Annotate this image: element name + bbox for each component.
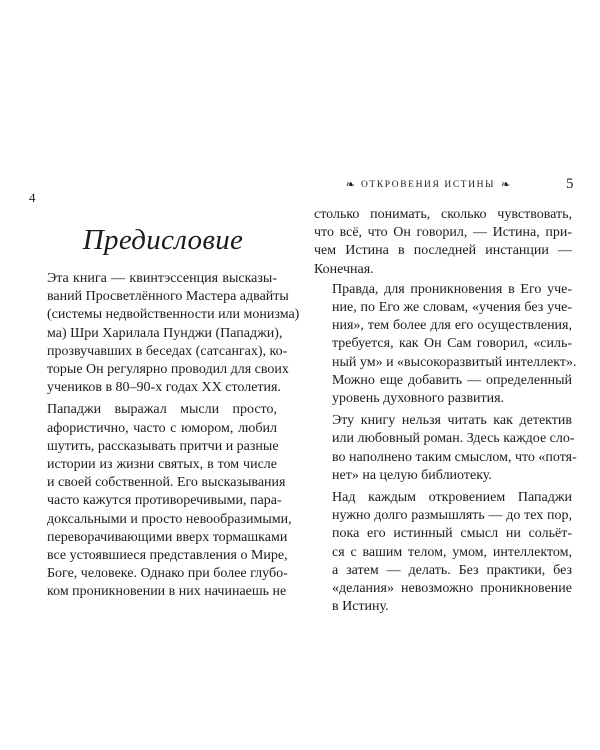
fleuron-left-icon: ❧: [345, 179, 355, 191]
text-line: торые Он регулярно проводил для своих: [47, 362, 289, 378]
left-paragraph-2: [29, 401, 292, 601]
right-page: [300, 0, 600, 750]
text-line: Над каждым откровением Пападжи: [332, 490, 572, 506]
text-line: а затем — делать. Без практики, без: [332, 562, 572, 578]
right-paragraph-2: [314, 281, 577, 408]
left-body-text: [29, 270, 300, 602]
text-line: ся с вашим телом, умом, интеллектом,: [332, 544, 572, 560]
text-line: столько понимать, сколько чувствовать,: [314, 207, 572, 222]
text-line: и своей собственной. Его высказывания: [47, 475, 286, 491]
text-line: пока его истинный смысл ни сольёт-: [332, 526, 572, 542]
text-line: Пападжи выражал мысли просто,: [47, 402, 277, 418]
text-line: нет» на целую библиотеку.: [332, 467, 492, 483]
right-page-number: 5: [566, 176, 574, 192]
text-line: ный ум» и «высокоразвитый интеллект».: [332, 354, 577, 370]
text-line: «делания» невозможно проникновение: [332, 581, 572, 597]
text-line: или любовный роман. Здесь каждое сло-: [332, 431, 575, 447]
right-paragraph-1: [314, 206, 572, 279]
text-line: доксальными и просто невообразимыми,: [47, 511, 292, 527]
left-paragraph-1: [29, 270, 300, 397]
text-line: афористично, часто с юмором, любил: [47, 420, 277, 436]
text-line: часто кажутся противоречивыми, пара-: [47, 493, 282, 509]
text-line: все устоявшиеся представления о Мире,: [47, 548, 288, 564]
text-line: Боге, человеке. Однако при более глубо-: [47, 566, 288, 582]
right-paragraph-3: [314, 412, 577, 485]
text-line: ваний Просветлённого Мастера адвайты: [47, 289, 289, 305]
right-body-text: [314, 206, 577, 616]
text-line: учеников в 80–90-х годах XX столетия.: [47, 380, 281, 396]
text-line: прозвучавших в беседах (сатсангах), ко-: [47, 343, 288, 359]
text-line: ма) Шри Харилала Пунджи (Пападжи),: [47, 325, 283, 341]
text-line: (системы недвойственности или монизма): [47, 307, 300, 323]
text-line: Правда, для проникновения в Его уче-: [332, 281, 572, 297]
text-line: требуется, как Он Сам говорил, «силь-: [332, 336, 572, 352]
text-line: истории из жизни святых, в том числе: [47, 457, 277, 473]
right-paragraph-4: [314, 489, 572, 616]
text-line: нужно долго размышлять — до тех пор,: [332, 508, 572, 524]
left-page-number: 4: [29, 190, 36, 205]
text-line: Можно еще добавить — определенный: [332, 372, 572, 388]
running-header-title: ОТКРОВЕНИЯ ИСТИНЫ: [360, 180, 496, 190]
text-line: Конечная.: [314, 261, 374, 277]
text-line: в Истину.: [332, 599, 389, 615]
text-line: ние, по Его же словам, «учения без уче-: [332, 300, 572, 316]
text-line: ния», тем более для его осуществления,: [332, 318, 572, 334]
text-line: уровень духовного развития.: [332, 391, 505, 407]
fleuron-right-icon: ❧: [501, 179, 511, 191]
text-line: что всё, что Он говорил, — Истина, при-: [314, 225, 572, 241]
text-line: переворачивающими вверх тормашками: [47, 529, 288, 545]
text-line: во наполнено таким смыслом, что «потя-: [332, 449, 577, 465]
text-line: шутить, рассказывать притчи и разные: [47, 438, 279, 454]
chapter-title: Предисловие: [82, 224, 244, 256]
running-header: [318, 177, 538, 193]
text-line: чем Истина в последней инстанции —: [314, 243, 572, 259]
text-line: ком проникновении в них начинаешь не: [47, 584, 287, 600]
text-line: Эту книгу нельзя читать как детектив: [332, 413, 572, 429]
text-line: Эта книга — квинтэссенция высказы-: [47, 271, 277, 286]
